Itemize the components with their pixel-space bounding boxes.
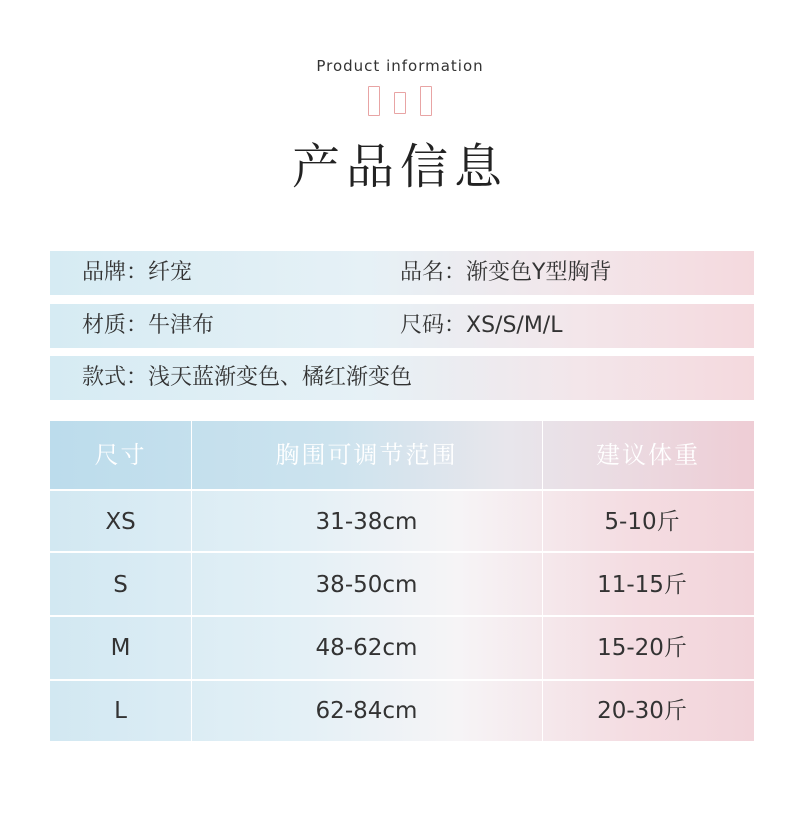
material-text: 材质：牛津布: [82, 313, 215, 338]
header-chest: 胸围可调节范围: [275, 441, 458, 469]
cell-size: L: [114, 698, 127, 724]
decorative-bars-icon: [0, 86, 800, 116]
size-table: [50, 421, 754, 741]
cell-chest: 62-84cm: [315, 698, 418, 724]
size-text: 尺码：XS/S/M/L: [400, 313, 563, 338]
info-row-brand: [50, 251, 754, 295]
cell-weight: 5-10斤: [604, 509, 680, 535]
cell-weight: 15-20斤: [597, 635, 687, 661]
brand-text: 品牌：纤宠: [82, 260, 193, 285]
table-header: [50, 421, 754, 489]
cell-chest: 31-38cm: [315, 509, 418, 535]
info-row-style: [50, 356, 754, 400]
cell-size: S: [113, 572, 128, 598]
style-text: 款式：浅天蓝渐变色、橘红渐变色: [82, 365, 413, 390]
cell-chest: 48-62cm: [315, 635, 418, 661]
product-name-text: 品名：渐变色Y型胸背: [400, 260, 612, 285]
cell-weight: 11-15斤: [597, 572, 687, 598]
info-row-material: [50, 304, 754, 348]
subtitle: Product information: [316, 57, 484, 75]
page-title: 产品信息: [291, 139, 508, 195]
cell-weight: 20-30斤: [597, 698, 687, 724]
cell-size: M: [110, 635, 131, 661]
header-weight: 建议体重: [596, 441, 700, 469]
cell-size: XS: [105, 509, 136, 535]
header-size: 尺寸: [94, 441, 147, 469]
cell-chest: 38-50cm: [315, 572, 418, 598]
